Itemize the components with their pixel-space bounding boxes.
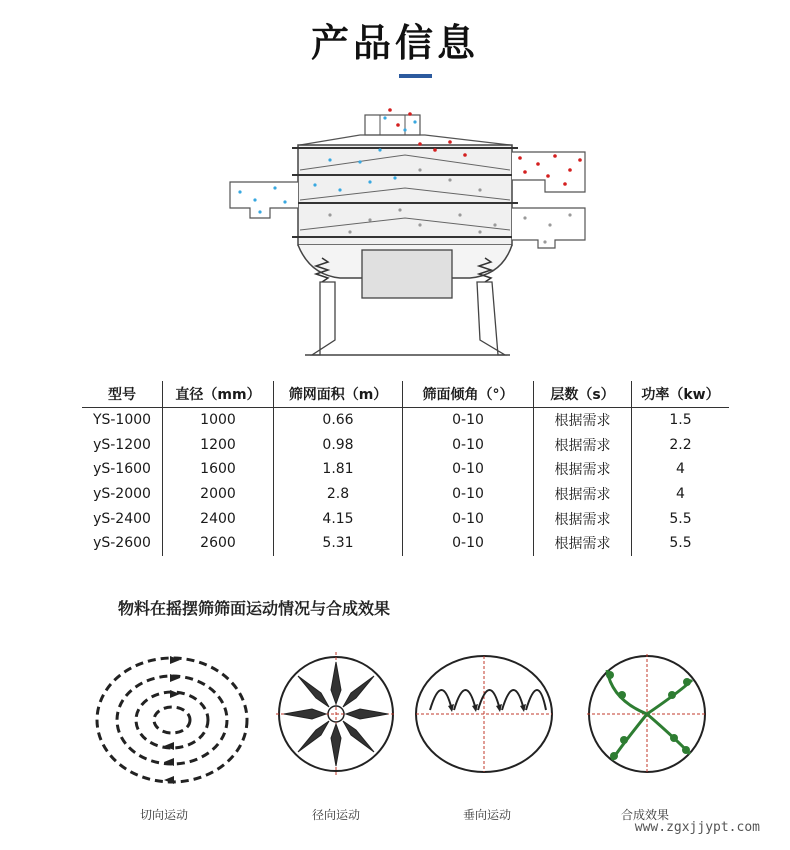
cell-screen-area: 0.98: [274, 433, 403, 458]
cell-diameter: 1000: [163, 408, 274, 433]
tangential-motion-diagram: [92, 650, 252, 790]
cell-model: yS-2400: [82, 506, 163, 531]
composite-motion-diagram: [582, 650, 712, 780]
sieve-machine-diagram: [220, 100, 600, 360]
table-row: [82, 482, 729, 507]
cell-screen-area: 5.31: [274, 531, 403, 556]
cell-model: yS-1600: [82, 457, 163, 482]
cell-layers: 根据需求: [534, 506, 632, 531]
caption-composite: 合成效果: [620, 808, 669, 822]
cell-diameter: 1200: [163, 433, 274, 458]
cell-power: 4: [676, 486, 685, 503]
cell-diameter: 1600: [163, 457, 274, 482]
radial-motion-diagram: [274, 650, 399, 780]
cell-power: 1.5: [669, 412, 692, 429]
cell-diameter: 2600: [163, 531, 274, 556]
cell-inclination: 0-10: [403, 482, 534, 507]
page-title: 产品信息: [310, 21, 479, 65]
vertical-motion-diagram: [412, 650, 557, 780]
cell-layers: 根据需求: [534, 482, 632, 507]
caption-vertical: 垂向运动: [462, 808, 511, 822]
cell-model: YS-1000: [82, 408, 163, 433]
cell-inclination: 0-10: [403, 457, 534, 482]
table-row: [82, 457, 729, 482]
header-inclination: 筛面倾角（°）: [403, 381, 534, 408]
watermark: www.zgxjjypt.com: [634, 820, 760, 835]
cell-power: 5.5: [669, 510, 692, 527]
title-underline: [399, 74, 432, 78]
cell-model: yS-1200: [82, 433, 163, 458]
cell-screen-area: 0.66: [274, 408, 403, 433]
header-screen-area: 筛网面积（m）: [274, 381, 403, 408]
header-model: 型号: [82, 381, 163, 408]
cell-screen-area: 4.15: [274, 506, 403, 531]
cell-layers: 根据需求: [534, 531, 632, 556]
cell-screen-area: 1.81: [274, 457, 403, 482]
cell-inclination: 0-10: [403, 433, 534, 458]
cell-inclination: 0-10: [403, 531, 534, 556]
cell-screen-area: 2.8: [274, 482, 403, 507]
table-row: [82, 506, 729, 531]
cell-power: 5.5: [669, 535, 692, 552]
table-row: [82, 433, 729, 458]
cell-diameter: 2000: [163, 482, 274, 507]
caption-radial: 径向运动: [311, 808, 360, 822]
table-header-row: [82, 381, 729, 408]
header-layers: 层数（s）: [534, 381, 632, 408]
cell-layers: 根据需求: [534, 408, 632, 433]
header-diameter: 直径（mm）: [163, 381, 274, 408]
header-power: 功率（kw）: [641, 387, 720, 403]
cell-inclination: 0-10: [403, 506, 534, 531]
motion-section-title: 物料在摇摆筛筛面运动情况与合成效果: [118, 599, 391, 618]
spec-table: [82, 381, 729, 556]
cell-diameter: 2400: [163, 506, 274, 531]
caption-tangential: 切向运动: [139, 808, 188, 822]
cell-inclination: 0-10: [403, 408, 534, 433]
table-row: [82, 531, 729, 556]
cell-model: yS-2000: [82, 482, 163, 507]
table-row: [82, 408, 729, 433]
cell-power: 2.2: [669, 436, 692, 453]
cell-power: 4: [676, 461, 685, 478]
cell-layers: 根据需求: [534, 457, 632, 482]
cell-model: yS-2600: [82, 531, 163, 556]
cell-layers: 根据需求: [534, 433, 632, 458]
